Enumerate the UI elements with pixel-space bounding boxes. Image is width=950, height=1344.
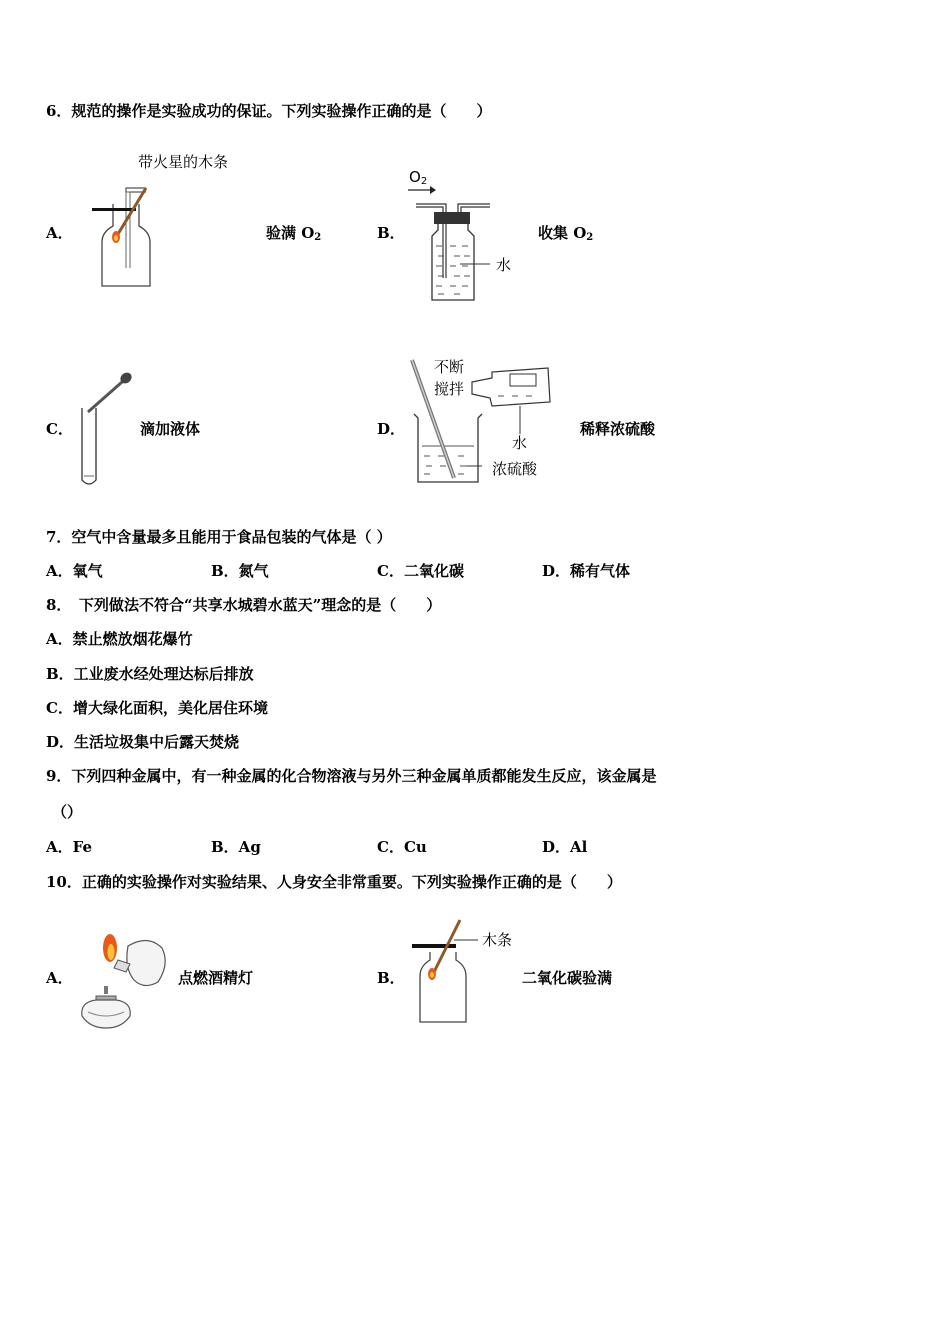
q9-option-d[interactable]: D．Al — [542, 838, 588, 856]
q10-stem: 10．正确的实验操作对实验结果、人身安全非常重要。下列实验操作正确的是（ ） — [46, 873, 622, 891]
q7-option-c[interactable]: C．二氧化碳 — [377, 562, 464, 580]
q6-b-gas-sub: 2 — [420, 176, 428, 187]
q6-d-acid-label: 浓硫酸 — [492, 460, 538, 478]
q6-d-stir-label-2: 搅拌 — [434, 380, 465, 398]
q10-b-caption: 二氧化碳验满 — [522, 969, 613, 987]
q6-a-fig-label: 带火星的木条 — [138, 153, 229, 171]
q6-b-caption-sub: 2 — [586, 232, 594, 243]
q9-stem-cont: （） — [52, 803, 83, 821]
q6-d-stir-label-1: 不断 — [434, 358, 465, 376]
q8-option-c[interactable]: C．增大绿化面积，美化居住环境 — [46, 699, 268, 717]
q6-a-caption-sub: 2 — [314, 232, 322, 243]
q10-a-caption: 点燃酒精灯 — [178, 969, 254, 987]
q9-option-b[interactable]: B．Ag — [211, 838, 261, 856]
o2-full-test-apparatus — [86, 168, 176, 292]
q10-option-a-letter[interactable]: A． — [46, 969, 73, 987]
co2-full-test-apparatus — [404, 914, 494, 1026]
q8-option-d[interactable]: D．生活垃圾集中后露天焚烧 — [46, 733, 240, 751]
q7-option-a[interactable]: A．氧气 — [46, 562, 103, 580]
q7-stem: 7．空气中含量最多且能用于食品包装的气体是（ ） — [46, 528, 392, 546]
dropper-test-tube — [74, 368, 138, 490]
q6-b-caption — [538, 224, 593, 247]
q7-option-b[interactable]: B．氮气 — [211, 562, 269, 580]
o2-collection-apparatus — [404, 184, 504, 304]
q6-d-caption: 稀释浓硫酸 — [580, 420, 656, 438]
q8-stem: 8． 下列做法不符合“共享水城碧水蓝天”理念的是（ ） — [46, 596, 442, 614]
q9-stem: 9．下列四种金属中，有一种金属的化合物溶液与另外三种金属单质都能发生反应，该金属是 — [46, 767, 657, 785]
q6-option-a-letter[interactable]: A． — [46, 224, 73, 242]
q6-a-caption — [266, 224, 321, 247]
q6-b-gas-main: O — [409, 168, 421, 186]
q7-option-d[interactable]: D．稀有气体 — [542, 562, 631, 580]
q6-a-caption-main: 验满 O — [266, 224, 315, 242]
q9-option-c[interactable]: C．Cu — [377, 838, 427, 856]
q6-stem: 6．规范的操作是实验成功的保证。下列实验操作正确的是（ ） — [46, 102, 492, 120]
q6-option-c-letter[interactable]: C． — [46, 420, 73, 438]
alcohol-lamp-lighting — [74, 924, 174, 1032]
q10-b-fig-label: 木条 — [482, 931, 513, 949]
q6-b-caption-main: 收集 O — [538, 224, 587, 242]
q6-b-water-label: 水 — [496, 256, 512, 274]
q6-c-caption: 滴加液体 — [140, 420, 201, 438]
q10-option-b-letter[interactable]: B． — [377, 969, 405, 987]
q9-option-a[interactable]: A．Fe — [46, 838, 93, 856]
q6-d-water-label: 水 — [512, 434, 528, 452]
q8-option-a[interactable]: A．禁止燃放烟花爆竹 — [46, 630, 193, 648]
q6-option-d-letter[interactable]: D． — [377, 420, 406, 438]
q8-option-b[interactable]: B．工业废水经处理达标后排放 — [46, 665, 254, 683]
q6-option-b-letter[interactable]: B． — [377, 224, 405, 242]
